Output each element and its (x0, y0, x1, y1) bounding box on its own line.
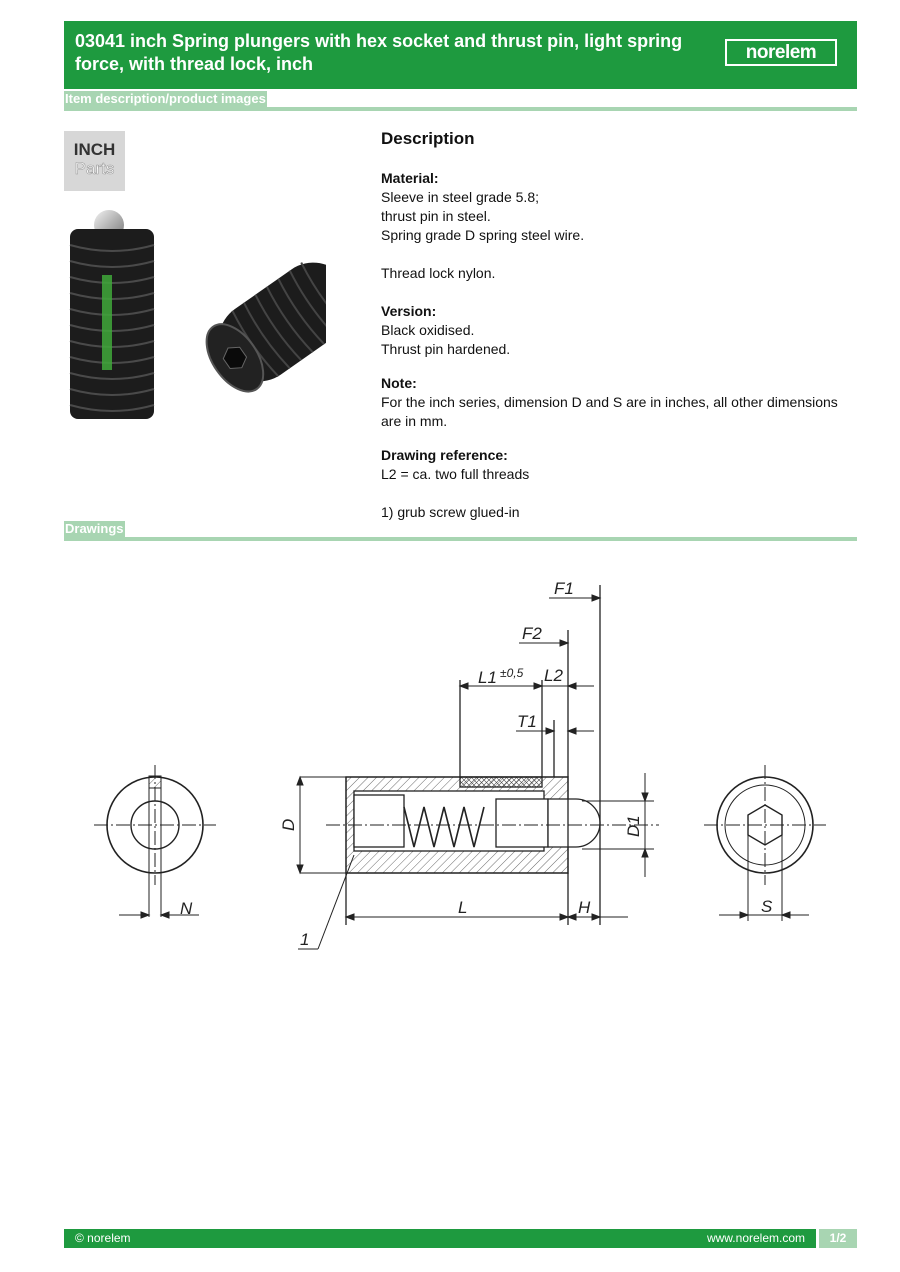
page-footer (64, 1229, 857, 1248)
thread-lock-text: Thread lock nylon. (381, 265, 496, 281)
dimension-L1-tolerance: ±0,5 (500, 666, 524, 680)
note-text: For the inch series, dimension D and S are in inches, all other dimensions are in mm. (381, 394, 838, 429)
version-label: Version: (381, 303, 437, 319)
left-end-view (94, 765, 216, 918)
description-heading: Description (381, 129, 475, 148)
section-item-description (64, 91, 857, 111)
main-section-view (326, 585, 659, 925)
footer-copyright: © norelem (75, 1231, 131, 1245)
note-label: Note: (381, 375, 417, 391)
dimension-L2-label: L2 (544, 666, 563, 685)
section-drawings (64, 521, 857, 541)
badge-parts-text: Parts (74, 159, 115, 178)
dimension-S-label: S (761, 897, 773, 916)
page-header (64, 21, 857, 89)
material-line: thrust pin in steel. (381, 208, 491, 224)
footnote-text: 1) grub screw glued-in (381, 504, 520, 520)
inch-parts-badge (64, 131, 125, 191)
page-number: 1/2 (816, 1229, 857, 1248)
dimension-F1-label: F1 (554, 579, 574, 598)
dimension-N-label: N (180, 899, 193, 918)
badge-inch-text: INCH (73, 140, 116, 159)
dimension-L-label: L (458, 898, 468, 917)
technical-drawing (64, 555, 857, 965)
dimension-T1-label: T1 (517, 712, 537, 731)
material-line: Spring grade D spring steel wire. (381, 227, 585, 243)
description-block (381, 128, 861, 537)
dimension-H-label: H (578, 898, 591, 917)
version-line: Thrust pin hardened. (381, 341, 511, 357)
horizontal-plunger-image (194, 248, 326, 404)
drawing-reference-text: L2 = ca. two full threads (381, 466, 530, 482)
material-label: Material: (381, 170, 439, 186)
norelem-logo: norelem (725, 39, 837, 66)
page-title: 03041 inch Spring plungers with hex socket and thrust pin, light spring force, with thread lock, inch (75, 31, 683, 74)
version-line: Black oxidised. (381, 322, 475, 338)
dimension-F2-label: F2 (522, 624, 542, 643)
dimension-L1-label: L1 (478, 668, 497, 687)
drawing-reference-label: Drawing reference: (381, 447, 508, 463)
reference-1-label: 1 (300, 930, 310, 949)
material-line: Sleeve in steel grade 5.8; (381, 189, 539, 205)
footer-website-link[interactable]: www.norelem.com (706, 1231, 805, 1245)
dimension-D-label: D (279, 818, 298, 831)
vertical-plunger-image (70, 210, 154, 419)
dimension-D1-label: D1 (624, 815, 643, 837)
section-label-item-description: Item description/product images (65, 91, 266, 106)
section-label-drawings: Drawings (65, 521, 124, 536)
product-photo (64, 205, 326, 425)
